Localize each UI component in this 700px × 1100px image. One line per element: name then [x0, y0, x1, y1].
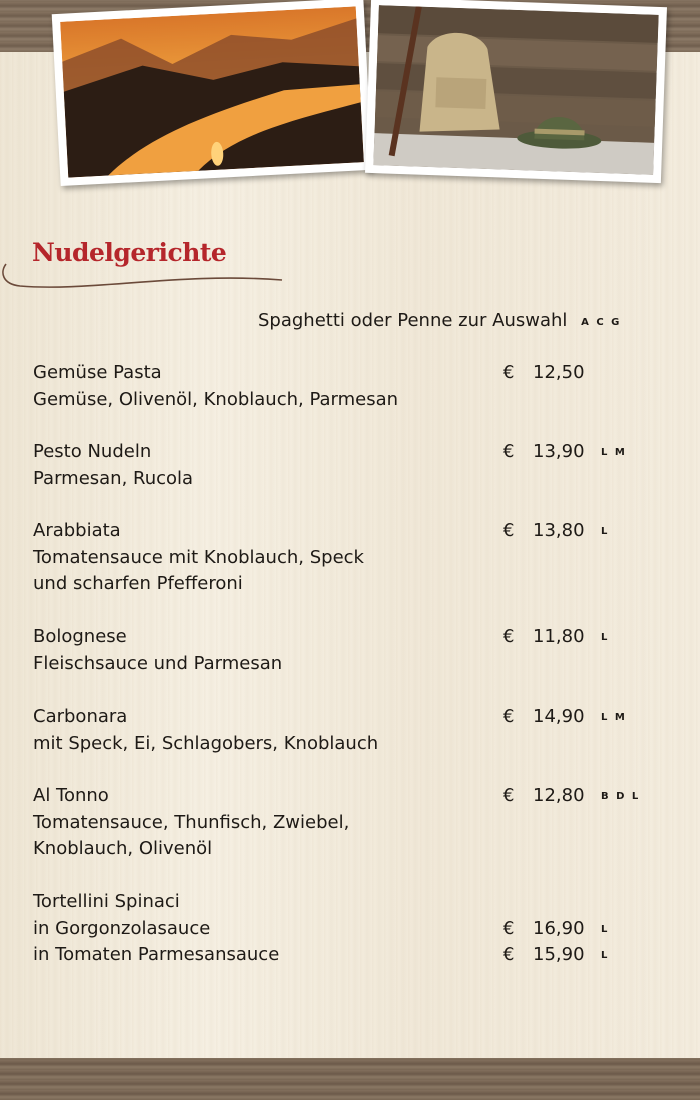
dish-name: Al Tonno	[33, 785, 109, 806]
dish-price: € 13,90	[503, 441, 585, 462]
variant-price: € 15,90	[503, 944, 585, 965]
dish-variant	[33, 918, 673, 945]
dish-price: € 13,80	[503, 520, 585, 541]
dish-description: Tomatensauce, Thunfisch, Zwiebel,	[33, 811, 350, 833]
section-title: Nudelgerichte	[32, 238, 227, 267]
dish-description: Parmesan, Rucola	[33, 467, 194, 489]
allergen-codes: L	[601, 632, 610, 643]
menu-item-carbonara	[33, 706, 673, 759]
allergen-codes: L	[601, 526, 610, 537]
dish-description: mit Speck, Ei, Schlagobers, Knoblauch	[33, 732, 379, 754]
dish-description: Gemüse, Olivenöl, Knoblauch, Parmesan	[33, 388, 399, 410]
menu-item-pesto-nudeln	[33, 441, 673, 494]
variant-label: in Tomaten Parmesansauce	[33, 944, 280, 965]
menu-item-arabbiata	[33, 520, 673, 600]
dish-price: € 11,80	[503, 626, 585, 647]
variant-price: € 16,90	[503, 917, 585, 939]
dish-name: Tortellini Spinaci	[33, 891, 180, 912]
dish-price: € 12,50	[503, 362, 585, 383]
allergen-codes: L	[601, 923, 610, 935]
dish-name: Gemüse Pasta	[33, 362, 162, 383]
allergen-codes: L M	[601, 447, 627, 458]
dish-description: Fleischsauce und Parmesan	[33, 652, 283, 674]
variant-label: in Gorgonzolasauce	[33, 917, 211, 939]
allergen-codes: L M	[601, 712, 627, 723]
wood-plank-bottom	[0, 1058, 700, 1100]
menu-item-tortellini-spinaci	[33, 891, 673, 971]
allergen-codes: B D L	[601, 791, 641, 802]
menu-item-al-tonno	[33, 785, 673, 865]
dish-variant	[33, 944, 673, 971]
dish-name: Arabbiata	[33, 520, 121, 541]
menu-item-gemuese-pasta	[33, 362, 673, 415]
menu-item-bolognese	[33, 626, 673, 679]
dish-description: Tomatensauce mit Knoblauch, Speck	[33, 546, 364, 568]
dish-description: Knoblauch, Olivenöl	[33, 838, 213, 859]
dish-price: € 14,90	[503, 706, 585, 727]
pasta-choice-text: Spaghetti oder Penne zur Auswahl	[258, 310, 568, 331]
allergen-codes: L	[601, 950, 610, 961]
dish-name: Carbonara	[33, 706, 128, 727]
allergen-codes: A C G	[581, 317, 622, 328]
dish-description: und scharfen Pfefferoni	[33, 573, 243, 594]
dish-name: Bolognese	[33, 626, 127, 647]
dish-name: Pesto Nudeln	[33, 441, 152, 462]
dish-price: € 12,80	[503, 785, 585, 806]
